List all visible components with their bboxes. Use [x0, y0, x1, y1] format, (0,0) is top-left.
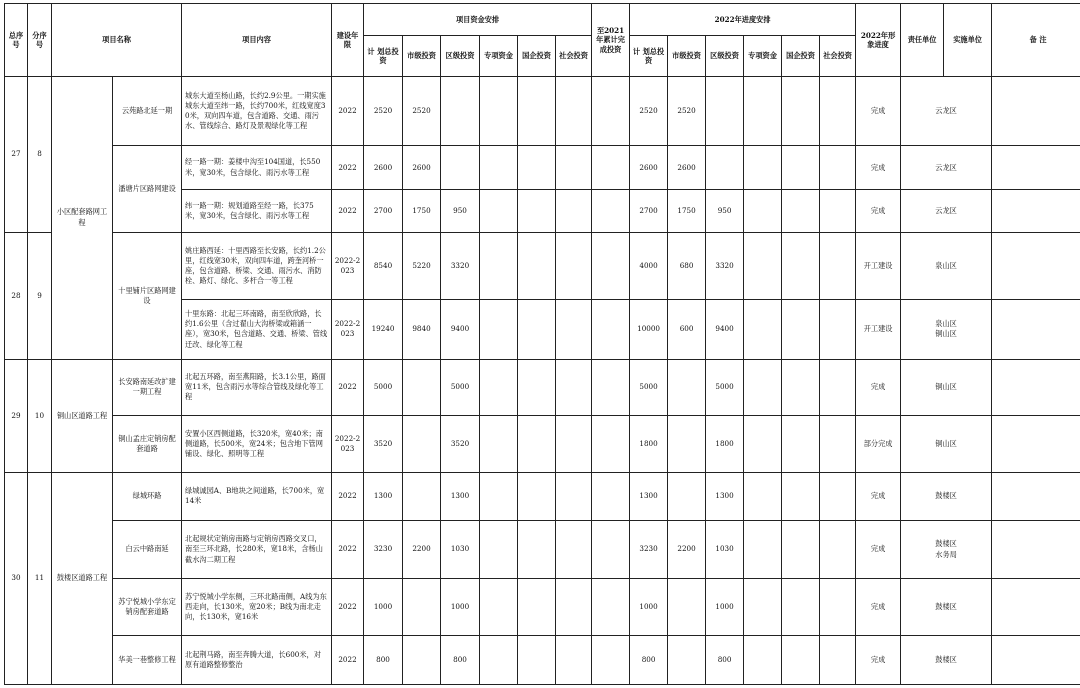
header-2022-city-invest: 市级投资	[668, 36, 706, 76]
unit-cell: 泉山区	[901, 233, 992, 300]
district-2022-cell: 950	[706, 189, 744, 232]
unit-cell: 鼓楼区	[901, 472, 992, 520]
build-years-cell: 2022	[332, 359, 364, 416]
social-2022-cell	[820, 76, 856, 146]
soe-2022-cell	[782, 146, 820, 189]
plan-2022-total-cell: 2520	[630, 76, 668, 146]
city-2022-cell	[668, 578, 706, 636]
cumulative-cell	[592, 416, 630, 473]
special-fund-cell	[480, 146, 518, 189]
sub-no-cell: 10	[28, 359, 52, 472]
social-2022-cell	[820, 233, 856, 300]
remarks-cell	[992, 578, 1080, 636]
special-2022-cell	[744, 299, 782, 359]
social-invest-cell	[556, 189, 592, 232]
district-2022-cell: 1800	[706, 416, 744, 473]
district-invest-cell: 9400	[441, 299, 480, 359]
header-remarks: 备 注	[992, 4, 1080, 77]
header-2022-soe-invest: 国企投资	[782, 36, 820, 76]
header-city-invest: 市级投资	[403, 36, 441, 76]
project-schedule-table	[4, 3, 1080, 685]
image-progress-cell: 完成	[856, 521, 901, 579]
table-row	[5, 578, 1080, 636]
plan-total-cell: 800	[364, 636, 403, 685]
city-invest-cell	[403, 578, 441, 636]
district-invest-cell: 5000	[441, 359, 480, 416]
header-project-name: 项目名称	[52, 4, 182, 77]
header-2022-social-invest: 社会投资	[820, 36, 856, 76]
build-years-cell: 2022-2023	[332, 299, 364, 359]
remarks-cell	[992, 636, 1080, 685]
table-row	[5, 233, 1080, 300]
social-2022-cell	[820, 146, 856, 189]
district-invest-cell: 3520	[441, 416, 480, 473]
cumulative-cell	[592, 189, 630, 232]
header-total-no: 总序号	[5, 4, 28, 77]
social-invest-cell	[556, 146, 592, 189]
city-invest-cell	[403, 472, 441, 520]
subproject-name-cell: 潘塘片区路网建设	[113, 146, 182, 233]
build-years-cell: 2022	[332, 521, 364, 579]
subproject-name-cell: 华美一巷整修工程	[113, 636, 182, 685]
category-name-cell: 鼓楼区道路工程	[52, 472, 113, 684]
cumulative-cell	[592, 521, 630, 579]
plan-2022-total-cell: 3230	[630, 521, 668, 579]
special-2022-cell	[744, 146, 782, 189]
district-2022-cell: 1300	[706, 472, 744, 520]
soe-invest-cell	[518, 76, 556, 146]
unit-cell: 铜山区	[901, 416, 992, 473]
cumulative-cell	[592, 76, 630, 146]
table-row	[5, 359, 1080, 416]
soe-2022-cell	[782, 76, 820, 146]
plan-2022-total-cell: 800	[630, 636, 668, 685]
remarks-cell	[992, 146, 1080, 189]
soe-2022-cell	[782, 521, 820, 579]
cumulative-cell	[592, 233, 630, 300]
remarks-cell	[992, 521, 1080, 579]
district-invest-cell: 800	[441, 636, 480, 685]
header-build-years: 建设年限	[332, 4, 364, 77]
cumulative-cell	[592, 472, 630, 520]
cumulative-cell	[592, 299, 630, 359]
header-2022-special-fund: 专项资金	[744, 36, 782, 76]
special-fund-cell	[480, 521, 518, 579]
total-no-cell: 27	[5, 76, 28, 233]
special-2022-cell	[744, 233, 782, 300]
social-2022-cell	[820, 299, 856, 359]
total-no-cell: 30	[5, 472, 28, 684]
cumulative-cell	[592, 359, 630, 416]
image-progress-cell: 完成	[856, 472, 901, 520]
city-2022-cell: 2600	[668, 146, 706, 189]
social-invest-cell	[556, 359, 592, 416]
city-invest-cell: 5220	[403, 233, 441, 300]
total-no-cell: 29	[5, 359, 28, 472]
district-2022-cell: 9400	[706, 299, 744, 359]
social-invest-cell	[556, 416, 592, 473]
plan-total-cell: 19240	[364, 299, 403, 359]
soe-invest-cell	[518, 578, 556, 636]
remarks-cell	[992, 76, 1080, 146]
plan-total-cell: 8540	[364, 233, 403, 300]
city-2022-cell	[668, 416, 706, 473]
special-2022-cell	[744, 76, 782, 146]
subproject-name-cell: 苏宁悦城小学东定销房配套道路	[113, 578, 182, 636]
subproject-name-cell: 十里铺片区路网建设	[113, 233, 182, 359]
district-invest-cell: 1030	[441, 521, 480, 579]
subproject-name-cell: 绿城环路	[113, 472, 182, 520]
remarks-cell	[992, 472, 1080, 520]
category-name-cell: 铜山区道路工程	[52, 359, 113, 472]
soe-invest-cell	[518, 359, 556, 416]
special-2022-cell	[744, 359, 782, 416]
soe-invest-cell	[518, 146, 556, 189]
soe-2022-cell	[782, 636, 820, 685]
header-row-1	[5, 4, 1080, 36]
city-2022-cell: 2520	[668, 76, 706, 146]
build-years-cell: 2022	[332, 472, 364, 520]
special-fund-cell	[480, 299, 518, 359]
soe-invest-cell	[518, 233, 556, 300]
unit-cell: 泉山区 铜山区	[901, 299, 992, 359]
header-image-progress: 2022年形象进度	[856, 4, 901, 77]
soe-2022-cell	[782, 299, 820, 359]
subproject-name-cell: 白云中路南延	[113, 521, 182, 579]
plan-total-cell: 2700	[364, 189, 403, 232]
plan-2022-total-cell: 1000	[630, 578, 668, 636]
plan-2022-total-cell: 1800	[630, 416, 668, 473]
unit-cell: 鼓楼区	[901, 636, 992, 685]
district-2022-cell: 5000	[706, 359, 744, 416]
header-cumulative-2021: 至2021年累计完成投资	[592, 4, 630, 77]
social-2022-cell	[820, 189, 856, 232]
image-progress-cell: 完成	[856, 189, 901, 232]
special-fund-cell	[480, 189, 518, 232]
remarks-cell	[992, 233, 1080, 300]
image-progress-cell: 完成	[856, 76, 901, 146]
special-2022-cell	[744, 416, 782, 473]
build-years-cell: 2022	[332, 636, 364, 685]
soe-2022-cell	[782, 416, 820, 473]
special-2022-cell	[744, 472, 782, 520]
plan-total-cell: 3520	[364, 416, 403, 473]
sub-no-cell: 9	[28, 233, 52, 359]
unit-cell: 云龙区	[901, 146, 992, 189]
total-no-cell: 28	[5, 233, 28, 359]
soe-2022-cell	[782, 472, 820, 520]
district-invest-cell: 950	[441, 189, 480, 232]
social-invest-cell	[556, 578, 592, 636]
table-row	[5, 472, 1080, 520]
plan-2022-total-cell: 1300	[630, 472, 668, 520]
plan-2022-total-cell: 2700	[630, 189, 668, 232]
project-content-cell: 北起五环路，南至燕阳路，长3.1公里，路面宽11米，包含雨污水等综合管线及绿化等工程	[182, 359, 332, 416]
unit-cell: 铜山区	[901, 359, 992, 416]
city-2022-cell	[668, 472, 706, 520]
unit-cell: 云龙区	[901, 76, 992, 146]
subproject-name-cell: 长安路南延改扩建一期工程	[113, 359, 182, 416]
plan-total-cell: 5000	[364, 359, 403, 416]
header-progress-2022: 2022年进度安排	[630, 4, 856, 36]
social-2022-cell	[820, 578, 856, 636]
plan-2022-total-cell: 2600	[630, 146, 668, 189]
soe-invest-cell	[518, 299, 556, 359]
plan-total-cell: 1000	[364, 578, 403, 636]
special-fund-cell	[480, 233, 518, 300]
plan-total-cell: 1300	[364, 472, 403, 520]
social-2022-cell	[820, 636, 856, 685]
header-district-invest: 区级投资	[441, 36, 480, 76]
social-2022-cell	[820, 521, 856, 579]
header-responsible-unit: 责任单位	[901, 4, 944, 77]
district-invest-cell	[441, 146, 480, 189]
social-2022-cell	[820, 359, 856, 416]
build-years-cell: 2022-2023	[332, 416, 364, 473]
social-invest-cell	[556, 233, 592, 300]
special-2022-cell	[744, 189, 782, 232]
city-2022-cell: 2200	[668, 521, 706, 579]
table-row	[5, 521, 1080, 579]
soe-2022-cell	[782, 233, 820, 300]
table-row	[5, 76, 1080, 146]
special-2022-cell	[744, 521, 782, 579]
city-invest-cell	[403, 636, 441, 685]
cumulative-cell	[592, 146, 630, 189]
header-implementing-unit: 实施单位	[944, 4, 992, 77]
unit-cell: 鼓楼区	[901, 578, 992, 636]
image-progress-cell: 完成	[856, 636, 901, 685]
build-years-cell: 2022	[332, 146, 364, 189]
soe-2022-cell	[782, 359, 820, 416]
soe-invest-cell	[518, 521, 556, 579]
city-2022-cell	[668, 636, 706, 685]
unit-cell: 云龙区	[901, 189, 992, 232]
unit-cell: 鼓楼区 水务局	[901, 521, 992, 579]
city-invest-cell: 2200	[403, 521, 441, 579]
image-progress-cell: 开工建设	[856, 233, 901, 300]
plan-2022-total-cell: 5000	[630, 359, 668, 416]
build-years-cell: 2022	[332, 76, 364, 146]
plan-total-cell: 2600	[364, 146, 403, 189]
soe-invest-cell	[518, 416, 556, 473]
sub-no-cell: 8	[28, 76, 52, 233]
city-2022-cell: 680	[668, 233, 706, 300]
soe-2022-cell	[782, 578, 820, 636]
header-social-invest: 社会投资	[556, 36, 592, 76]
cumulative-cell	[592, 636, 630, 685]
special-2022-cell	[744, 578, 782, 636]
subproject-name-cell: 云苑路北延一期	[113, 76, 182, 146]
district-invest-cell: 3320	[441, 233, 480, 300]
city-invest-cell: 1750	[403, 189, 441, 232]
city-2022-cell: 1750	[668, 189, 706, 232]
special-fund-cell	[480, 76, 518, 146]
project-content-cell: 安置小区西侧道路，长320米，宽40米；南侧道路，长500米，宽24米；包含地下管网铺设、绿化、照明等工程	[182, 416, 332, 473]
city-2022-cell: 600	[668, 299, 706, 359]
social-invest-cell	[556, 636, 592, 685]
social-2022-cell	[820, 472, 856, 520]
social-invest-cell	[556, 472, 592, 520]
build-years-cell: 2022	[332, 189, 364, 232]
project-content-cell: 经一路一期：姜楼中沟至104国道，长550米，宽30米，包含绿化、雨污水等工程	[182, 146, 332, 189]
special-fund-cell	[480, 359, 518, 416]
header-2022-district-invest: 区级投资	[706, 36, 744, 76]
soe-invest-cell	[518, 472, 556, 520]
plan-total-cell: 2520	[364, 76, 403, 146]
remarks-cell	[992, 359, 1080, 416]
remarks-cell	[992, 189, 1080, 232]
district-2022-cell: 1000	[706, 578, 744, 636]
header-project-content: 项目内容	[182, 4, 332, 77]
city-invest-cell: 2520	[403, 76, 441, 146]
remarks-cell	[992, 416, 1080, 473]
district-invest-cell	[441, 76, 480, 146]
build-years-cell: 2022-2023	[332, 233, 364, 300]
project-content-cell: 十里东路：北起三环南路，南至欣欣路，长约1.6公里（含过翟山大沟桥梁或箱涵一座），宽30米，包含道路、交通、桥梁、管线迁改、绿化等工程	[182, 299, 332, 359]
image-progress-cell: 完成	[856, 146, 901, 189]
district-invest-cell: 1300	[441, 472, 480, 520]
build-years-cell: 2022	[332, 578, 364, 636]
district-2022-cell	[706, 76, 744, 146]
image-progress-cell: 部分完成	[856, 416, 901, 473]
project-content-cell: 纬一路一期：规划道路至经一路，长375米，宽30米，包含绿化、雨污水等工程	[182, 189, 332, 232]
header-sub-no: 分序号	[28, 4, 52, 77]
header-fund-plan: 项目资金安排	[364, 4, 592, 36]
subproject-name-cell: 铜山孟庄定销房配套道路	[113, 416, 182, 473]
special-fund-cell	[480, 416, 518, 473]
city-invest-cell	[403, 359, 441, 416]
plan-2022-total-cell: 10000	[630, 299, 668, 359]
district-2022-cell: 3320	[706, 233, 744, 300]
image-progress-cell: 开工建设	[856, 299, 901, 359]
special-fund-cell	[480, 578, 518, 636]
plan-2022-total-cell: 4000	[630, 233, 668, 300]
soe-2022-cell	[782, 189, 820, 232]
image-progress-cell: 完成	[856, 578, 901, 636]
special-fund-cell	[480, 636, 518, 685]
district-2022-cell: 1030	[706, 521, 744, 579]
city-invest-cell: 9840	[403, 299, 441, 359]
city-invest-cell	[403, 416, 441, 473]
special-fund-cell	[480, 472, 518, 520]
district-2022-cell: 800	[706, 636, 744, 685]
table-row	[5, 416, 1080, 473]
city-invest-cell: 2600	[403, 146, 441, 189]
header-soe-invest: 国企投资	[518, 36, 556, 76]
project-content-cell: 城东大道至杨山路，长约2.9公里。一期实施城东大道至纬一路，长约700米，红线宽度30米，双向四车道，包含道路、交通、雨污水、管线综合、路灯及景观绿化等工程	[182, 76, 332, 146]
header-special-fund: 专项资金	[480, 36, 518, 76]
district-2022-cell	[706, 146, 744, 189]
project-content-cell: 姚庄路西延：十里西路至长安路，长约1.2公里，红线宽30米，双向四车道，跨奎河桥一座，包含道路、桥梁、交通、雨污水、消防栓、路灯、绿化、多杆合一等工程	[182, 233, 332, 300]
plan-total-cell: 3230	[364, 521, 403, 579]
district-invest-cell: 1000	[441, 578, 480, 636]
header-2022-plan-total: 计 划总投资	[630, 36, 668, 76]
image-progress-cell: 完成	[856, 359, 901, 416]
special-2022-cell	[744, 636, 782, 685]
project-content-cell: 绿城诚园A、B地块之间道路，长700米，宽14米	[182, 472, 332, 520]
category-name-cell: 小区配套路网工程	[52, 76, 113, 359]
project-content-cell: 北起荆马路，南至奔腾大道，长600米，对原有道路整修整治	[182, 636, 332, 685]
sub-no-cell: 11	[28, 472, 52, 684]
cumulative-cell	[592, 578, 630, 636]
soe-invest-cell	[518, 636, 556, 685]
city-2022-cell	[668, 359, 706, 416]
social-2022-cell	[820, 416, 856, 473]
header-plan-total: 计 划总投资	[364, 36, 403, 76]
social-invest-cell	[556, 299, 592, 359]
project-content-cell: 苏宁悦城小学东侧，三环北路南侧，A线为东西走向，长130米，宽20米；B线为南北走向，长130米，宽16米	[182, 578, 332, 636]
soe-invest-cell	[518, 189, 556, 232]
social-invest-cell	[556, 76, 592, 146]
remarks-cell	[992, 299, 1080, 359]
social-invest-cell	[556, 521, 592, 579]
table-row	[5, 636, 1080, 685]
project-content-cell: 北起规状定销房南路与定销房西路交叉口，南至三环北路，长280米，宽18米，含杨山截水沟二期工程	[182, 521, 332, 579]
table-row	[5, 146, 1080, 189]
